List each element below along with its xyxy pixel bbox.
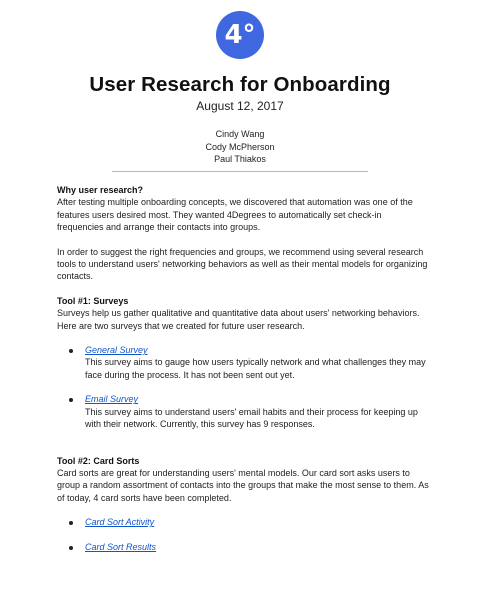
general-survey-link[interactable]: General Survey (85, 345, 148, 356)
section-heading-why: Why user research? (57, 185, 144, 195)
list-item (57, 344, 429, 381)
bullet-icon (69, 521, 73, 525)
company-logo (216, 11, 264, 59)
document-body (57, 184, 429, 553)
list-item (57, 516, 429, 528)
section-heading-surveys: Tool #1: Surveys (57, 295, 129, 306)
list-item (57, 393, 429, 430)
author-name: Cindy Wang (215, 129, 265, 139)
document-date: August 12, 2017 (196, 99, 284, 113)
card-sort-list (57, 516, 429, 553)
bullet-icon (69, 398, 73, 402)
list-item-description: This survey aims to understand users' email habits and their process for keeping up with their network. Currently, this survey has 9 responses. (85, 406, 418, 430)
list-item-description: This survey aims to gauge how users typically network and what challenges they may face during the process. It has not been sent out yet. (85, 357, 426, 380)
bullet-icon (69, 546, 73, 550)
paragraph: Surveys help us gather qualitative and quantitative data about users' networking behaviors. Here are two surveys that we created for future user research. (57, 308, 420, 331)
card-sort-results-link[interactable]: Card Sort Results (85, 541, 157, 552)
section-heading-card-sorts: Tool #2: Card Sorts (57, 455, 140, 466)
horizontal-divider (112, 171, 368, 172)
author-name: Paul Thiakos (214, 154, 266, 164)
author-name: Cody McPherson (205, 141, 275, 152)
list-item (57, 541, 429, 553)
author-list (0, 128, 480, 166)
bullet-icon (69, 349, 73, 353)
survey-list (57, 344, 429, 430)
paragraph: Card sorts are great for understanding users' mental models. Our card sort asks users to group a random assortment of contacts into the groups that make the most sense to them. As of today, 4 card sorts have been completed. (57, 467, 429, 503)
logo-text: 4° (224, 20, 256, 50)
paragraph: After testing multiple onboarding concepts, we discovered that automation was one of the features users desired most. They wanted 4Degrees to automatically set check-in frequencies and arrange their contacts into groups. (57, 197, 413, 233)
document-title: User Research for Onboarding (89, 73, 391, 96)
paragraph: In order to suggest the right frequencies and groups, we recommend using several research tools to understand users' networking behaviors as well as their mental models for organizing contacts. (57, 246, 428, 282)
email-survey-link[interactable]: Email Survey (85, 394, 139, 405)
card-sort-activity-link[interactable]: Card Sort Activity (85, 517, 155, 528)
